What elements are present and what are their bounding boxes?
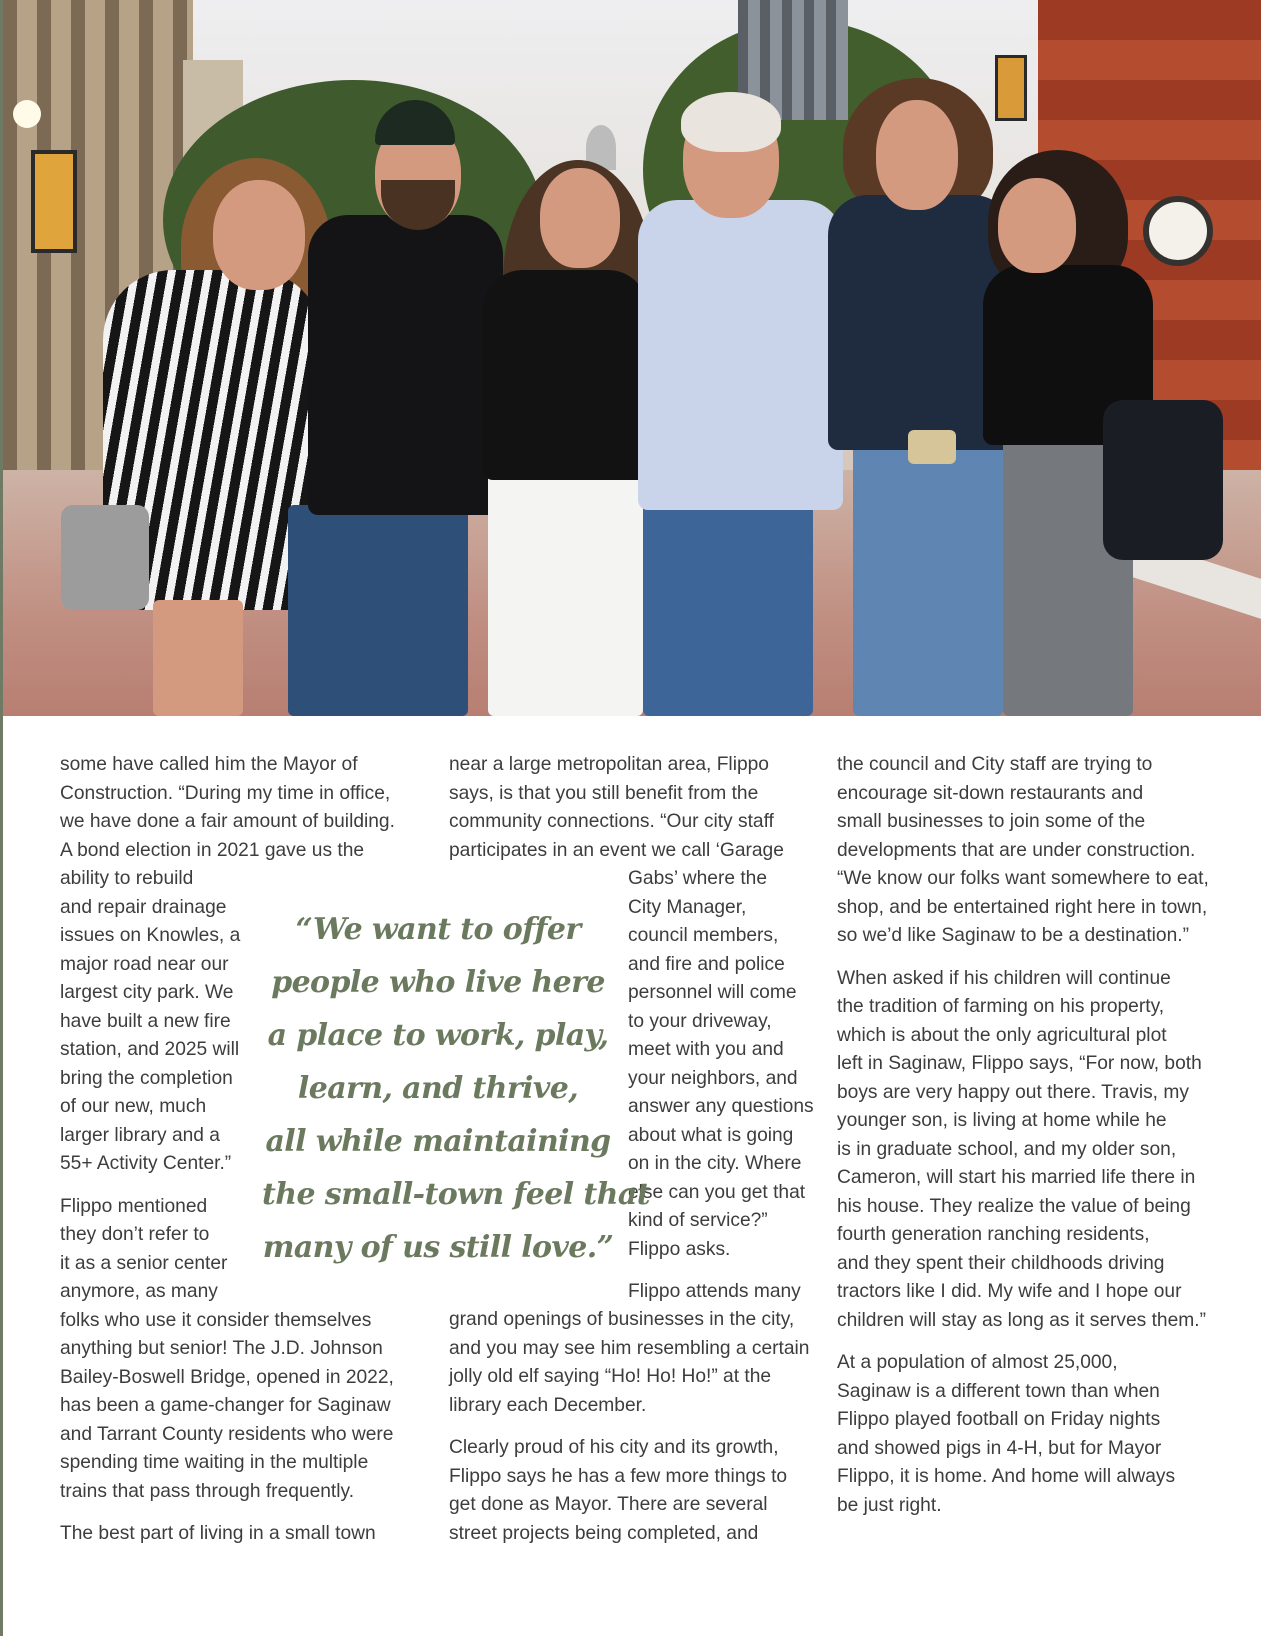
text-line: says, is that you still benefit from the [449,782,759,804]
text-line: his house. They realize the value of being [837,1195,1191,1217]
photo-street-clock [1143,196,1213,266]
text-line: meet with you and [628,1039,784,1060]
text-line: and Tarrant County residents who were [60,1423,394,1445]
text-line: answer any questions [628,1096,814,1117]
text-line: to your driveway, [628,1010,772,1032]
text-line: your neighbors, and [628,1067,798,1089]
text-line: boys are very happy out there. Travis, my [837,1081,1189,1103]
text-line: be just right. [837,1494,942,1516]
text-line: folks who use it consider themselves [60,1309,372,1331]
text-line: street projects being completed, and [449,1522,759,1544]
article-column-2-top [449,751,784,865]
text-line: and repair drainage [60,896,227,918]
pull-quote-line: the small-town feel that [262,1177,650,1212]
text-line: and they spent their childhoods driving [837,1252,1165,1274]
text-line: station, and 2025 will [60,1039,240,1060]
text-line: trains that pass through frequently. [60,1480,355,1502]
text-line: small businesses to join some of the [837,811,1146,832]
text-line: 55+ Activity Center.” [60,1153,232,1174]
text-line: Bailey-Boswell Bridge, opened in 2022, [60,1366,394,1388]
text-line: Gabs’ where the [628,868,768,889]
group-photo [3,0,1261,716]
text-line: tractors like I did. My wife and I hope our [837,1281,1182,1302]
text-line: Flippo says he has a few more things to [449,1465,788,1487]
paragraph-gap [60,1506,395,1520]
text-line: largest city park. We [60,982,234,1003]
text-line: on in the city. Where [628,1153,802,1174]
article-column-2-inset [628,865,814,1307]
text-line: the council and City staff are trying to [837,754,1153,775]
text-line: At a population of almost 25,000, [837,1352,1118,1373]
text-line: A bond election in 2021 gave us the [60,839,365,861]
text-line: they don’t refer to [60,1224,210,1245]
text-line: issues on Knowles, a [60,925,241,946]
text-line: about what is going [628,1124,794,1146]
pull-quote [262,903,650,1274]
text-line: children will stay as long as it serves them.” [837,1309,1206,1331]
text-line: Flippo asks. [628,1238,731,1260]
text-line: Flippo played football on Friday nights [837,1409,1161,1430]
text-line: community connections. “Our city staff [449,811,774,832]
paragraph-gap [449,1420,809,1434]
text-line: get done as Mayor. There are several [449,1494,768,1515]
article-column-3 [837,751,1209,1520]
text-line: and showed pigs in 4-H, but for Mayor [837,1437,1162,1459]
photo-traffic-signal [995,55,1027,121]
pull-quote-line: a place to work, play, [267,1018,609,1053]
text-line: have built a new fire [60,1010,231,1032]
text-line: is in graduate school, and my older son, [837,1138,1177,1160]
text-line: the tradition of farming on his property, [837,996,1165,1017]
photo-street-lamp [13,100,41,128]
text-line: Flippo attends many [628,1281,801,1302]
text-line: Saginaw is a different town than when [837,1380,1160,1402]
text-line: younger son, is living at home while he [837,1110,1167,1131]
text-line: and you may see him resembling a certain [449,1337,810,1359]
text-line: When asked if his children will continue [837,967,1171,989]
text-line: kind of service?” [628,1210,768,1231]
text-line: The best part of living in a small town [60,1523,376,1544]
text-line: City Manager, [628,896,747,918]
text-line: near a large metropolitan area, Flippo [449,754,769,775]
text-line: participates in an event we call ‘Garage [449,839,784,861]
text-line: Flippo mentioned [60,1195,208,1217]
text-line: so we’d like Saginaw to be a destination.” [837,925,1189,946]
text-line: developments that are under construction. [837,839,1196,861]
text-line: encourage sit-down restaurants and [837,782,1144,804]
text-line: personnel will come [628,982,797,1003]
text-line: spending time waiting in the multiple [60,1452,369,1473]
pull-quote-line: people who live here [271,965,605,1000]
text-line: bring the completion [60,1067,233,1089]
pull-quote-line: learn, and thrive, [297,1071,579,1106]
text-line: jolly old elf saying “Ho! Ho! Ho!” at the [449,1366,772,1387]
paragraph-gap [837,951,1209,965]
text-line: which is about the only agricultural plot [837,1024,1167,1046]
pull-quote-line: “We want to offer [295,912,581,947]
text-line: council members, [628,925,779,946]
text-line: larger library and a [60,1124,220,1146]
text-line: some have called him the Mayor of [60,754,358,775]
text-line: fourth generation ranching residents, [837,1224,1150,1245]
text-line: else can you get that [628,1181,806,1203]
text-line: Construction. “During my time in office, [60,782,391,804]
text-line: grand openings of businesses in the city, [449,1309,795,1330]
text-line: it as a senior center [60,1252,228,1274]
pull-quote-line: many of us still love.” [262,1230,614,1265]
photo-traffic-signal [31,150,77,253]
text-line: and fire and police [628,953,785,975]
text-line: ability to rebuild [60,868,194,889]
text-line: anything but senior! The J.D. Johnson [60,1338,383,1359]
pull-quote-line: all while maintaining [265,1124,611,1159]
text-line: has been a game-changer for Saginaw [60,1395,391,1416]
text-line: major road near our [60,953,229,975]
text-line: Cameron, will start his married life there in [837,1167,1196,1188]
paragraph-gap [628,1264,814,1278]
text-line: Clearly proud of his city and its growth, [449,1437,779,1458]
text-line: “We know our folks want somewhere to eat, [837,868,1209,889]
paragraph-gap [837,1335,1209,1349]
text-line: anymore, as many [60,1281,218,1302]
text-line: we have done a fair amount of building. [60,811,395,832]
article-column-2-bottom [449,1306,809,1548]
text-line: of our new, much [60,1096,207,1117]
text-line: Flippo, it is home. And home will always [837,1466,1176,1487]
text-line: shop, and be entertained right here in town, [837,896,1208,918]
text-line: left in Saginaw, Flippo says, “For now, both [837,1053,1202,1074]
text-line: library each December. [449,1394,647,1416]
